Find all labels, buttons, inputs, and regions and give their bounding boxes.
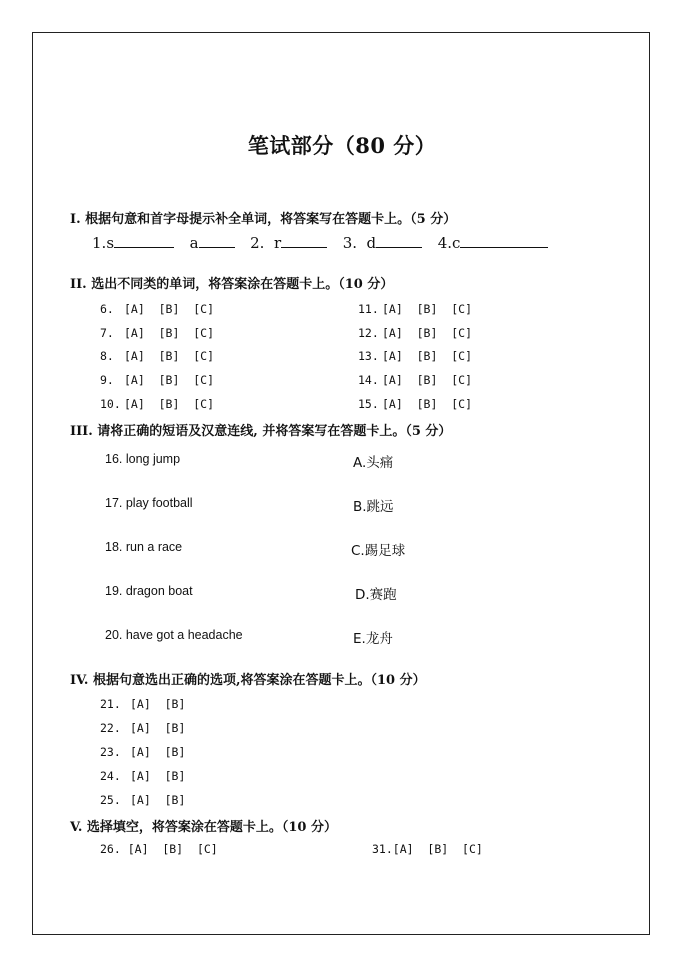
answer-row [358,397,472,411]
meaning-item: D.赛跑 [355,587,397,603]
question-number: 14. [358,373,379,388]
answer-options: [A] [B] [130,793,186,807]
question-number: 13. [358,349,379,364]
answer-row [100,745,185,759]
answer-options: [A] [B] [130,769,186,783]
blank-item-1: 1.s [92,234,174,252]
answer-row [100,373,214,387]
section-4-heading: IV. 根据句意选出正确的选项,将答案涂在答题卡上。（10 分） [70,673,426,688]
question-number: 11. [358,302,379,316]
blank-item-2: 2. r [250,234,327,252]
answer-row [100,697,185,711]
answer-options: [A] [B] [C] [124,349,215,364]
question-number: 22. [100,721,121,735]
answer-row [100,349,214,363]
answer-row [100,326,214,340]
blank-item-3: 3. d [343,234,422,252]
phrase-item: 17. play football [105,496,193,510]
answer-options: [A] [B] [C] [382,325,473,340]
answer-row [358,302,472,316]
answer-options: [A] [B] [C] [124,325,215,340]
section-1-blanks [92,234,548,252]
question-number: 25. [100,793,121,807]
answer-options: [A] [B] [C] [382,373,473,388]
answer-options: [A] [B] [C] [124,302,215,316]
answer-row [100,302,214,316]
answer-row [358,349,472,363]
answer-options: [A] [B] [C] [124,373,215,388]
question-number: 8. [100,349,114,364]
phrase-item: 16. long jump [105,452,181,466]
answer-options: [A] [B] [130,697,186,711]
phrase-item: 20. have got a headache [105,628,243,642]
answer-row-26: 26. [A] [B] [C] [100,842,218,856]
question-number: 21. [100,697,121,711]
page-title: 笔试部分（80 分） [247,133,437,158]
answer-row [100,397,214,411]
question-number: 7. [100,325,114,340]
section-2-heading: II. 选出不同类的单词，将答案涂在答题卡上。（10 分） [70,277,394,292]
answer-options: [A] [B] [C] [124,396,215,411]
question-number: 6. [100,302,114,316]
answer-row [100,793,185,807]
meaning-item: A.头痛 [353,455,394,471]
phrase-item: 18. run a race [105,540,183,554]
section-1-heading: I. 根据句意和首字母提示补全单词，将答案写在答题卡上。（5 分） [70,212,457,227]
answer-row-31: 31.[A] [B] [C] [372,842,483,856]
section-5-heading: V. 选择填空，将答案涂在答题卡上。（10 分） [70,820,337,835]
answer-row [358,373,472,387]
question-number: 12. [358,325,379,340]
answer-row [100,769,185,783]
question-number: 15. [358,396,379,411]
section-3-heading: III. 请将正确的短语及汉意连线, 并将答案写在答题卡上。（5 分） [70,424,452,439]
blank-item-4: 4.c [438,234,549,252]
answer-row [100,721,185,735]
blank-item-1b: a [190,234,235,252]
meaning-item: C.踢足球 [351,543,406,559]
phrase-item: 19. dragon boat [105,584,193,598]
answer-options: [A] [B] [130,721,186,735]
answer-options: [A] [B] [C] [382,396,473,411]
answer-row [358,326,472,340]
answer-options: [A] [B] [C] [382,349,473,364]
answer-options: [A] [B] [C] [382,302,473,316]
meaning-item: E.龙舟 [353,631,393,647]
question-number: 10. [100,396,121,411]
question-number: 23. [100,745,121,759]
question-number: 24. [100,769,121,783]
question-number: 9. [100,373,114,388]
answer-options: [A] [B] [130,745,186,759]
meaning-item: B.跳远 [353,499,394,515]
